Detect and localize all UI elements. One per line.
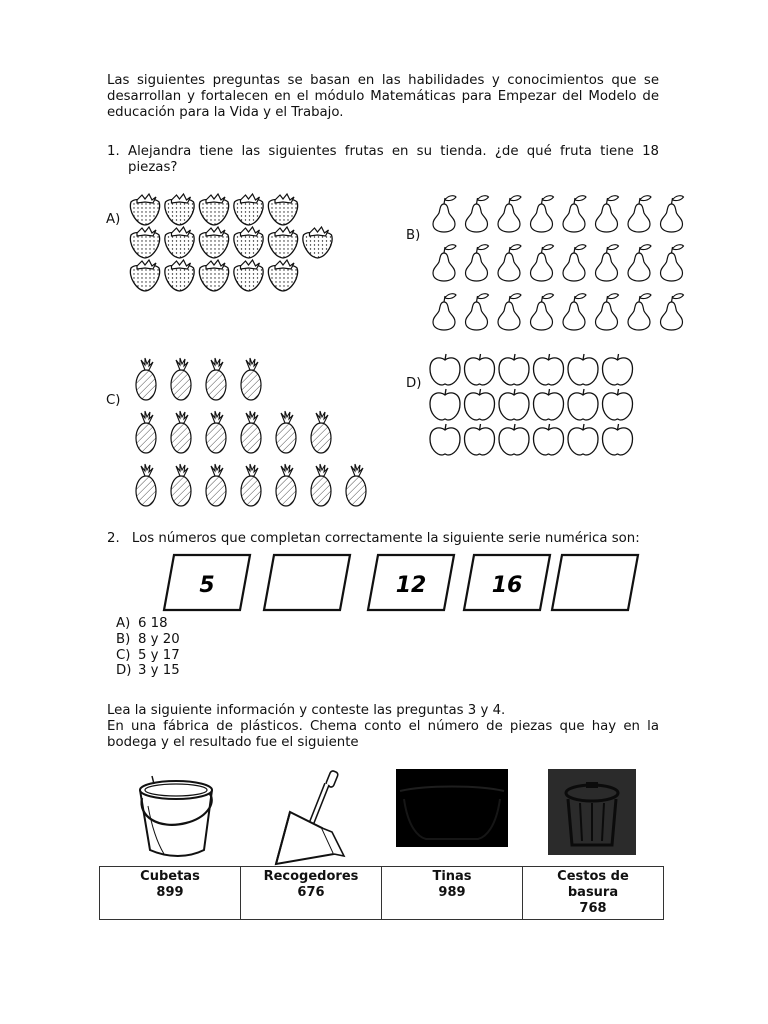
instructions-line-1: Lea la siguiente información y conteste las preguntas 3 y 4. xyxy=(107,703,506,718)
strawberry-icon xyxy=(268,194,297,225)
pineapple-icon xyxy=(206,358,226,400)
pineapple-icon xyxy=(311,464,331,506)
pear-icon xyxy=(628,196,651,232)
pear-icon xyxy=(661,196,684,232)
pineapple-icon xyxy=(241,464,261,506)
strawberry-icon xyxy=(303,227,332,258)
dustpan-icon xyxy=(272,768,357,868)
answer-option[interactable]: D) 3 y 15 xyxy=(116,663,180,679)
strawberry-icon xyxy=(268,227,297,258)
apple-icon xyxy=(465,424,495,455)
table-row xyxy=(100,867,664,920)
pear-icon xyxy=(498,294,521,330)
series-box xyxy=(552,555,638,610)
strawberry-icon xyxy=(199,227,228,258)
bucket-icon xyxy=(128,768,223,860)
fruit-group-b xyxy=(430,195,690,340)
pear-icon xyxy=(661,294,684,330)
strawberry-icon xyxy=(234,260,263,291)
apple-icon xyxy=(534,389,564,420)
table-cell: Recogedores 676 xyxy=(241,867,382,920)
apple-icon xyxy=(499,354,529,385)
pear-icon xyxy=(596,245,619,281)
pear-icon xyxy=(433,294,456,330)
intro-paragraph: Las siguientes preguntas se basan en las habilidades y conocimientos que se desarrollan y fortalecen en el módulo Matemáticas para Empezar del Modelo de educación para la Vida y el Trabajo. xyxy=(107,73,659,120)
pineapple-icon xyxy=(136,358,156,400)
apple-icon xyxy=(430,424,460,455)
question-2 xyxy=(107,531,667,547)
strawberry-icon xyxy=(165,227,194,258)
apple-icon xyxy=(499,389,529,420)
apple-icon xyxy=(534,354,564,385)
apple-icon xyxy=(465,354,495,385)
pear-icon xyxy=(596,294,619,330)
strawberry-icon xyxy=(199,194,228,225)
table-cell: Cubetas 899 xyxy=(100,867,241,920)
option-b-label: B) xyxy=(406,228,421,243)
pear-icon xyxy=(531,245,554,281)
question-text: Los números que completan correctamente la siguiente serie numérica son: xyxy=(131,531,640,546)
answer-option[interactable]: B) 8 y 20 xyxy=(116,631,180,647)
pear-icon xyxy=(531,196,554,232)
pineapple-icon xyxy=(171,411,191,453)
question-text: Alejandra tiene las siguientes frutas en su tienda. ¿de qué fruta tiene 18 piezas? xyxy=(128,144,659,175)
pear-icon xyxy=(628,294,651,330)
series-value: 12 xyxy=(395,573,427,598)
pear-icon xyxy=(596,196,619,232)
pear-icon xyxy=(466,245,489,281)
number-series xyxy=(160,550,650,615)
series-value: 5 xyxy=(199,573,215,598)
strawberry-icon xyxy=(199,260,228,291)
pear-icon xyxy=(628,245,651,281)
pineapple-icon xyxy=(171,358,191,400)
answer-options xyxy=(116,616,180,679)
pear-icon xyxy=(563,245,586,281)
table-cell: Tinas 989 xyxy=(382,867,523,920)
apple-icon xyxy=(534,424,564,455)
apple-icon xyxy=(568,354,598,385)
strawberry-icon xyxy=(130,227,159,258)
pear-icon xyxy=(498,196,521,232)
pineapple-icon xyxy=(276,411,296,453)
pineapple-icon xyxy=(136,464,156,506)
tub-icon xyxy=(396,769,508,847)
table-cell: Cestos de basura 768 xyxy=(523,867,664,920)
fruit-group-c xyxy=(133,358,373,513)
option-d-label: D) xyxy=(406,376,422,391)
pineapple-icon xyxy=(346,464,366,506)
pear-icon xyxy=(433,196,456,232)
answer-option[interactable]: A) 6 18 xyxy=(116,616,168,631)
series-box xyxy=(264,555,350,610)
pear-icon xyxy=(531,294,554,330)
pear-icon xyxy=(661,245,684,281)
apple-icon xyxy=(568,424,598,455)
apple-icon xyxy=(430,389,460,420)
fruit-group-a xyxy=(128,194,343,294)
apple-icon xyxy=(465,389,495,420)
strawberry-icon xyxy=(234,227,263,258)
pear-icon xyxy=(466,294,489,330)
pineapple-icon xyxy=(276,464,296,506)
pear-icon xyxy=(563,294,586,330)
strawberry-icon xyxy=(130,194,159,225)
pear-icon xyxy=(433,245,456,281)
pineapple-icon xyxy=(241,358,261,400)
option-c-label: C) xyxy=(106,393,121,408)
strawberry-icon xyxy=(165,260,194,291)
instructions xyxy=(107,703,659,751)
question-1 xyxy=(107,144,659,176)
question-number: 1. xyxy=(107,144,120,159)
fruit-group-d xyxy=(428,352,648,467)
apple-icon xyxy=(603,354,633,385)
pineapple-icon xyxy=(136,411,156,453)
inventory-table xyxy=(99,866,664,920)
series-value: 16 xyxy=(491,573,523,598)
apple-icon xyxy=(499,424,529,455)
pear-icon xyxy=(498,245,521,281)
apple-icon xyxy=(430,354,460,385)
pineapple-icon xyxy=(171,464,191,506)
strawberry-icon xyxy=(234,194,263,225)
apple-icon xyxy=(603,424,633,455)
pear-icon xyxy=(563,196,586,232)
question-number: 2. xyxy=(107,531,120,546)
pear-icon xyxy=(466,196,489,232)
strawberry-icon xyxy=(130,260,159,291)
instructions-line-2: En una fábrica de plásticos. Chema conto el número de piezas que hay en la bodega y el resultado fue el siguiente xyxy=(107,719,659,750)
answer-option[interactable]: C) 5 y 17 xyxy=(116,647,180,663)
option-a-label: A) xyxy=(106,212,121,227)
strawberry-icon xyxy=(165,194,194,225)
pineapple-icon xyxy=(241,411,261,453)
apple-icon xyxy=(603,389,633,420)
strawberry-icon xyxy=(268,260,297,291)
pineapple-icon xyxy=(311,411,331,453)
trash-can-icon xyxy=(548,769,636,855)
pineapple-icon xyxy=(206,464,226,506)
pineapple-icon xyxy=(206,411,226,453)
apple-icon xyxy=(568,389,598,420)
